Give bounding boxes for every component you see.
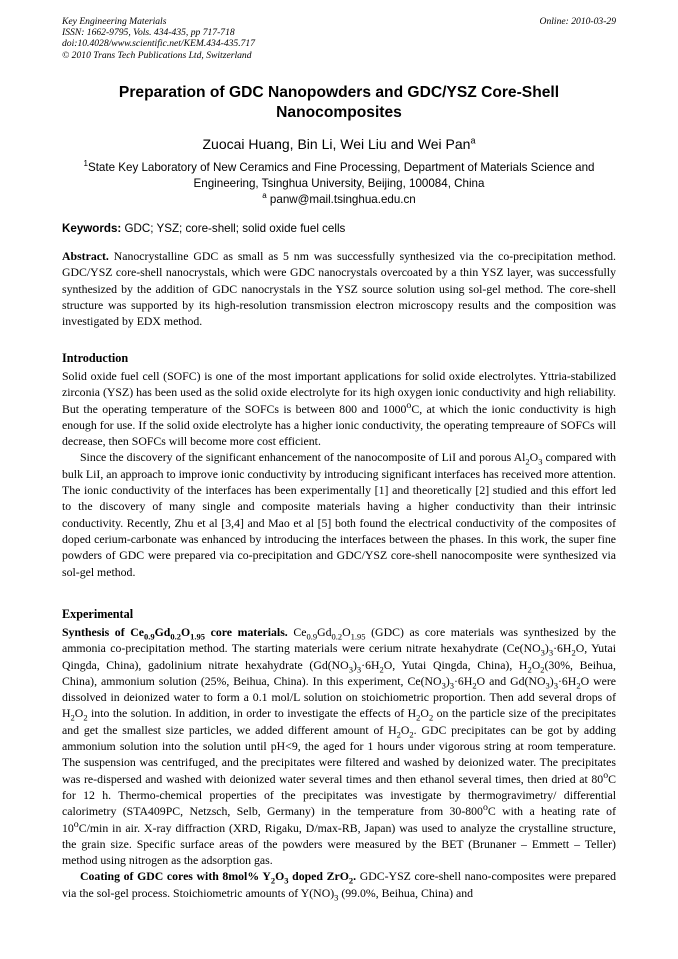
- author-superscript: a: [470, 135, 476, 146]
- affiliation-superscript: 1: [83, 159, 88, 169]
- text-run: O: [400, 722, 410, 737]
- subscript: 2: [472, 680, 477, 691]
- subscript: 2: [571, 647, 576, 658]
- subscript: 0.9: [143, 631, 155, 642]
- subscript: 2: [70, 712, 75, 723]
- text-run: compared with bulk LiI, an approach to improve ionic conductivity by introducing significant interfaces has received more attention. The ionic conductivity of the interfaces has been experimentally [1] and theoretically [2] studied and this effort led to the discovery of many single and composite materials having a higher conductivity than their intrinsic conductivity. Recently, Zhu et al [3,4] and Mao et al [5] both found the electrical conductivity of the composites of doped cerium-carbonate was enhanced by introducing the interfaces between the phases. In this work, the super fine powders of GDC were prepared via co-precipitation and GDC/YSZ core-shell nanocomposite were synthesized via sol-gel method.: [62, 450, 616, 579]
- email-address: panw@mail.tsinghua.edu.cn: [269, 193, 416, 206]
- copyright-line: © 2010 Trans Tech Publications Ltd, Switzerland: [62, 49, 252, 61]
- author-list: [62, 136, 616, 152]
- exp-paragraph-2: [62, 868, 616, 901]
- text-run: ): [544, 641, 549, 656]
- abstract-label: Abstract.: [62, 249, 109, 263]
- text-run: O: [420, 706, 429, 721]
- text-run: C, at which the ionic conductivity is high enough for use. If the solid oxide electrolyte has a higher ionic conductivity, the operating tempreaure of SOFCs will decrease, then SOFCs will become more cost efficient.: [62, 401, 616, 449]
- text-run: ·6H: [553, 641, 572, 656]
- journal-header: [62, 16, 616, 61]
- degree-sup: o: [482, 802, 488, 814]
- subscript: 0.2: [170, 631, 181, 642]
- degree-sup: o: [73, 818, 79, 830]
- subscript: 3: [356, 663, 362, 674]
- introduction-heading: Introduction: [62, 351, 129, 365]
- introduction-body: [62, 368, 616, 580]
- subscript: 1.95: [190, 631, 206, 642]
- text-run: Gd: [154, 625, 171, 639]
- text-run: O: [180, 625, 191, 639]
- text-run: Coating of GDC cores with 8mol% Y: [80, 869, 271, 884]
- text-run: O, Yutai Qingda, China), H: [383, 657, 528, 672]
- subscript: 2: [525, 456, 530, 467]
- subscript: 2: [416, 712, 421, 723]
- text-run: GDC-YSZ core-shell nano-composites were prepared via the sol-gel process. Stoichiometric amounts of Y(NO: [62, 869, 616, 900]
- text-run: ·6H: [361, 657, 380, 672]
- text-run: ): [549, 673, 554, 688]
- text-run: ·6H: [557, 673, 577, 688]
- experimental-body: [62, 624, 616, 901]
- experimental-heading: Experimental: [62, 607, 134, 621]
- subsection-heading-coating: [80, 869, 357, 886]
- subscript: 2: [527, 663, 532, 674]
- text-run: ): [445, 673, 450, 688]
- journal-name: Key Engineering Materials: [62, 16, 167, 27]
- text-run: core materials.: [205, 625, 288, 639]
- exp-paragraph-1: [62, 624, 616, 868]
- text-run: .: [353, 869, 357, 884]
- subscript: 3: [548, 647, 554, 658]
- abstract: [62, 248, 616, 329]
- subsection-heading-synthesis: [62, 625, 288, 642]
- intro-paragraph-1: [62, 368, 616, 449]
- text-run: C with a heating rate of 10: [62, 804, 616, 835]
- subscript: 2: [576, 680, 581, 691]
- subscript: 2: [348, 875, 354, 886]
- text-run: . GDC precipitates can be got by adding ammonium solution into the solution until pH<9, the aged for 1 hours under vigorous string at room temperature. The suspension was centrifuged, and the precipitates were filtered and washed by deionized water. The precipitates was re-dispersed and washed with deionized water several times and then ethanol several times, then dried at 80: [62, 722, 616, 786]
- subscript: 2: [379, 663, 384, 674]
- text-run: into the solution. In addition, in order to investigate the effects of H: [87, 706, 417, 721]
- keywords-label: Keywords:: [62, 222, 122, 235]
- text-run: Ce: [287, 625, 307, 639]
- affiliation-text: State Key Laboratory of New Ceramics and Fine Processing, Department of Materials Science and Engineering, Tsinghua University, Beijing, 100084, China: [87, 161, 595, 190]
- subscript: 3: [545, 680, 550, 691]
- abstract-text: Nanocrystalline GDC as small as 5 nm was successfully synthesized via the co-precipitation method. GDC/YSZ core-shell nanocrystals, which were GDC nanocrystals overcoated by a thin YSZ layer, was successfully synthesized by the addition of GDC nanocrystals in the YSZ source solution using sol-gel method. The core-shell structure was supported by its high-resolution transmission electron microscopy results and the composition was investigated by EDX method.: [62, 249, 616, 329]
- text-run: Since the discovery of the significant enhancement of the nanocomposite of LiI and porous Al: [80, 450, 526, 465]
- subscript: 2: [270, 875, 276, 886]
- text-run: O: [275, 869, 285, 884]
- keywords-text: GDC; YSZ; core-shell; solid oxide fuel cells: [124, 222, 346, 235]
- text-run: Solid oxide fuel cell (SOFC) is one of the most important applications for solid oxide electrolytes. Yttria-stabilized zirconia (YSZ) has been used as the solid oxide electrolyte for its high oxygen ionic conductivity and high reliability. But the operating temperature of the SOFCs is between 800 and 1000: [62, 369, 616, 416]
- text-run: doped ZrO: [288, 869, 349, 884]
- issn-line: ISSN: 1662-9795, Vols. 434-435, pp 717-718: [62, 27, 235, 39]
- text-run: O, Yutai Qingda, China), gadolinium nitrate hexahydrate (Gd(NO: [62, 641, 616, 672]
- text-run: (GDC) as core materials was synthesized by the ammonia co-precipitation method. The starting materials were cerium nitrate hexahydrate (Ce(NO: [62, 625, 616, 656]
- text-run: ): [330, 885, 335, 900]
- subscript: 3: [449, 680, 454, 691]
- subscript: 2: [83, 712, 88, 723]
- subscript: 1.95: [350, 631, 366, 642]
- subscript: 3: [334, 892, 339, 903]
- keywords: [62, 222, 616, 235]
- subscript: 3: [348, 663, 353, 674]
- text-run: on the particle size of the precipitates and get the smallest size particles, we added different amount of H: [62, 706, 616, 737]
- text-run: O: [342, 625, 351, 639]
- subscript: 2: [396, 729, 401, 740]
- text-run: ): [352, 657, 357, 672]
- subscript: 2: [428, 712, 434, 723]
- subscript: 3: [538, 456, 543, 467]
- subscript: 3: [284, 875, 289, 886]
- text-run: ·6H: [454, 673, 473, 688]
- text-run: Synthesis of Ce: [62, 625, 144, 639]
- subscript: 3: [540, 647, 545, 658]
- text-run: C/min in air. X-ray diffraction (XRD, Rigaku, D/max-RB, Japan) was used to analyze the crystalline structure, the grain size. Specific surface areas of the powders were measured by the BET (Brunaner – Emmett – Teller) method using nitrogen as the adsorption gas.: [62, 820, 616, 868]
- text-run: (99.0%, Beihua, China) and: [338, 885, 474, 900]
- subscript: 3: [553, 680, 558, 691]
- authors-text: Zuocai Huang, Bin Li, Wei Liu and Wei Pan: [202, 136, 471, 152]
- text-run: C for 12 h. Thermo-chemical properties of the precipitates was investigate by thermogravimetry/ differential calorimetry (STA409PC, Netzsch, Selb, Germany) in the temperature from 30-800: [62, 771, 616, 819]
- text-run: O: [74, 706, 84, 721]
- intro-paragraph-2: Since the discovery of the significant enhancement of the nanocomposite of LiI and porous $Al_2O_3$ compared with bulk LiI, an approach to improve ionic conductivity by introducing significant interfaces has received more attention. The ionic conductivity of the interfaces has been experimentally [1] and theoretically [2] studied and this effort led to the discovery of many single and composite materials having a higher conductivity than their intrinsic conductivity. Recently, Zhu et al [3,4] and Mao et al [5] both found the electrical conductivity of the composites of doped cerium-carbonate was enhanced by introducing the interfaces between the phases. In this work, the super fine powders of GDC were prepared via co-precipitation and GDC/YSZ core-shell nanocomposite were synthesized via sol-gel method.: [62, 450, 616, 579]
- text-run: O and Gd(NO: [476, 673, 546, 688]
- subscript: 2: [409, 729, 414, 740]
- subscript: 0.2: [331, 631, 343, 642]
- paper-title: Preparation of GDC Nanopowders and GDC/YSZ Core-Shell Nanocomposites: [118, 84, 560, 121]
- subscript: 3: [441, 680, 446, 691]
- degree-sup: o: [603, 769, 609, 781]
- doi-line: doi:10.4028/www.scientific.net/KEM.434-435.717: [62, 38, 256, 50]
- affiliation: [62, 160, 616, 192]
- degree-sup: o: [406, 399, 412, 411]
- email-superscript: a: [262, 191, 267, 201]
- email-line: [62, 193, 616, 206]
- subscript: 2: [540, 663, 545, 674]
- text-run: O: [531, 657, 541, 672]
- text-run: (30%, Beihua, China), ammonium solution (25%, Beihua, China). In this experiment, Ce(NO: [62, 657, 616, 688]
- online-date: Online: 2010-03-29: [539, 16, 616, 27]
- text-run: Gd: [317, 625, 332, 639]
- subscript: 0.9: [306, 631, 318, 642]
- text-run: O were dissolved in deionized water to form a 0.1 mol/L solution on stoichiometric proportion. Then add several drops of H: [62, 673, 617, 721]
